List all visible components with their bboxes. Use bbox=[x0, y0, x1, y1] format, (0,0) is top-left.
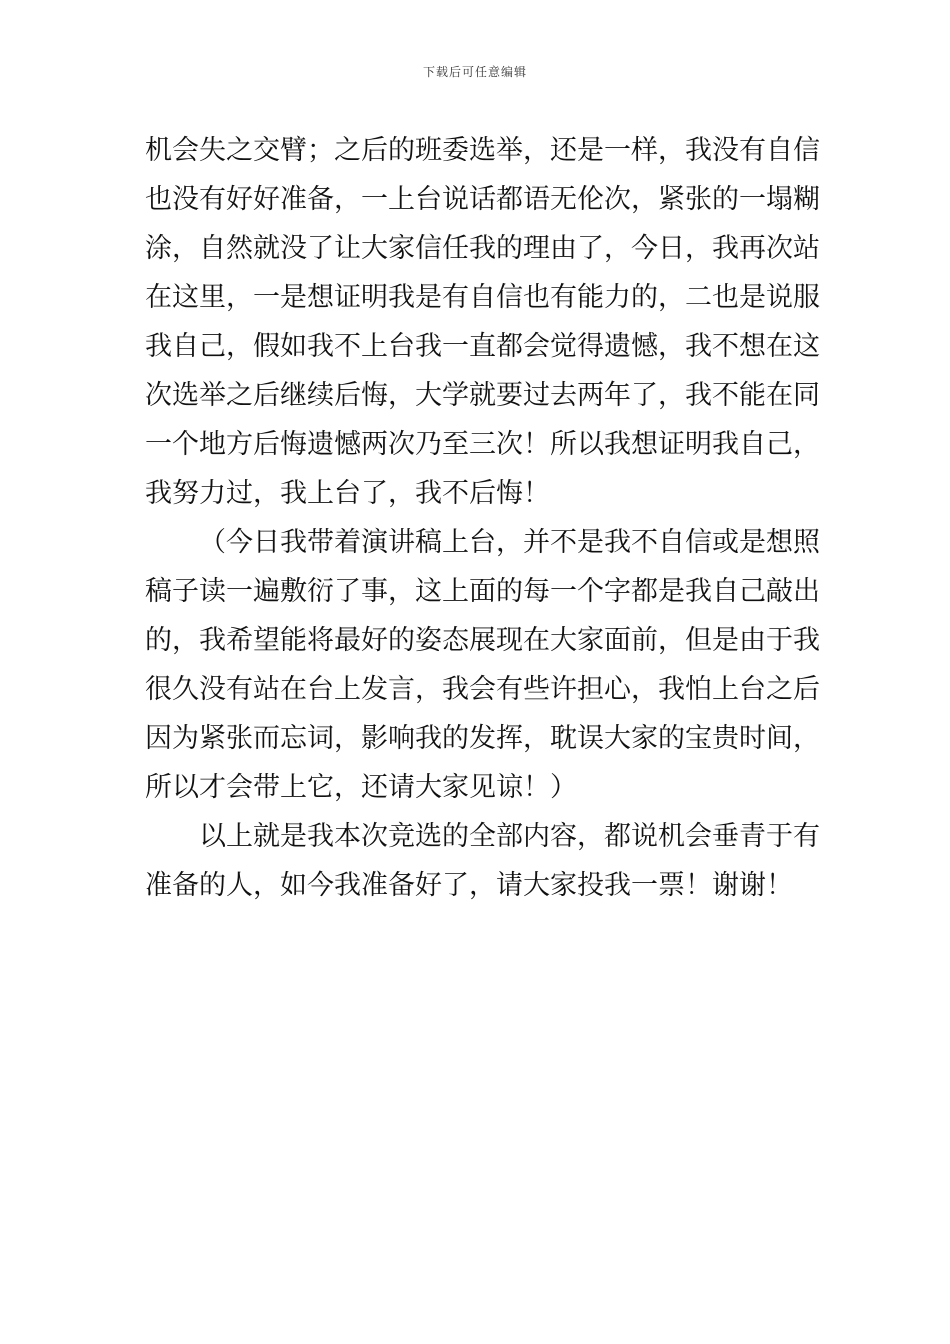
text-line: （今日我带着演讲稿上台，并不是我不自信或是想照 bbox=[199, 527, 820, 558]
text-line: 的，我希望能将最好的姿态展现在大家面前，但是由于我 bbox=[145, 625, 820, 656]
header-note: 下载后可任意编辑 bbox=[422, 65, 527, 79]
paragraph-1 bbox=[145, 126, 820, 518]
text-line: 我自己，假如我不上台我一直都会觉得遗憾，我不想在这 bbox=[145, 331, 820, 362]
paragraph-2 bbox=[145, 518, 820, 812]
text-line: 一个地方后悔遗憾两次乃至三次！所以我想证明我自己， bbox=[145, 429, 820, 460]
text-line: 在这里，一是想证明我是有自信也有能力的，二也是说服 bbox=[145, 282, 820, 313]
text-line: 所以才会带上它，还请大家见谅！） bbox=[145, 772, 577, 803]
text-line: 以上就是我本次竞选的全部内容，都说机会垂青于有 bbox=[199, 821, 820, 852]
text-line: 也没有好好准备，一上台说话都语无伦次，紧张的一塌糊 bbox=[145, 184, 820, 215]
text-line: 稿子读一遍敷衍了事，这上面的每一个字都是我自己敲出 bbox=[145, 576, 820, 607]
document-body bbox=[145, 126, 820, 910]
paragraph-3 bbox=[145, 812, 820, 910]
text-line: 准备的人，如今我准备好了，请大家投我一票！谢谢！ bbox=[145, 870, 793, 901]
text-line: 我努力过，我上台了，我不后悔！ bbox=[145, 478, 550, 509]
text-line: 机会失之交臂；之后的班委选举，还是一样，我没有自信 bbox=[145, 135, 820, 166]
text-line: 次选举之后继续后悔，大学就要过去两年了，我不能在同 bbox=[145, 380, 820, 411]
text-line: 因为紧张而忘词，影响我的发挥，耽误大家的宝贵时间， bbox=[145, 723, 820, 754]
text-line: 涂，自然就没了让大家信任我的理由了，今日，我再次站 bbox=[145, 233, 820, 264]
text-line: 很久没有站在台上发言，我会有些许担心，我怕上台之后 bbox=[145, 674, 820, 705]
